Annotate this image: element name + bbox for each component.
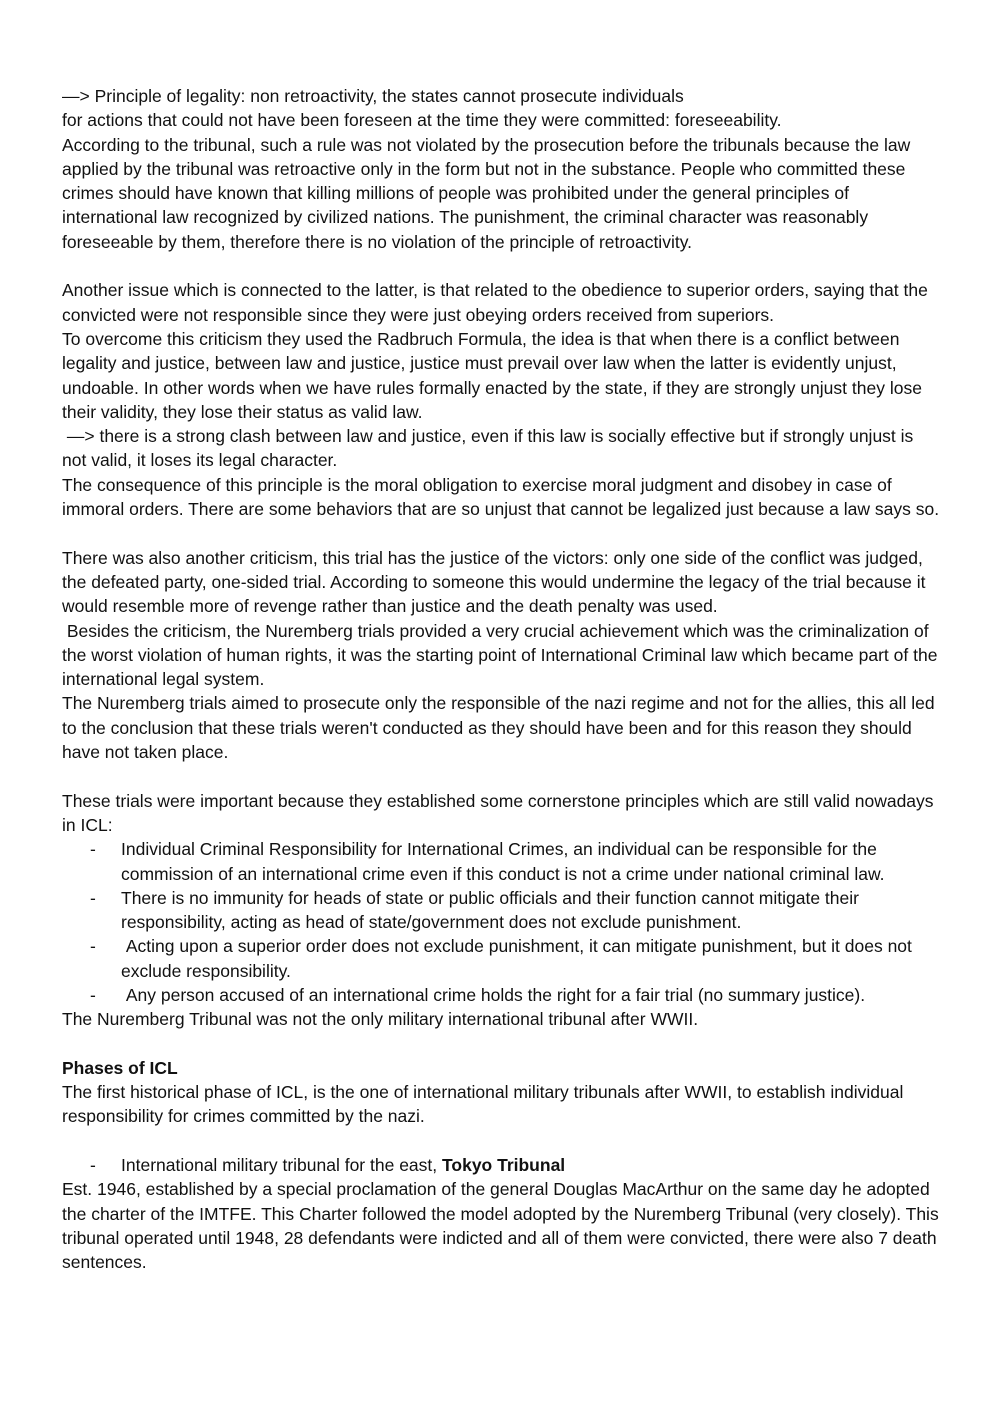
list-dash: - [90,984,96,1005]
spacer [62,521,942,545]
section-heading-phases: Phases of ICL [62,1057,178,1078]
paragraph-legality-tribunal: According to the tribunal, such a rule was not violated by the prosecution before the tribunals because the law applied by the tribunal was retroactive only in the form but not in the substance. People who committed these crimes should have known that killing millions of people was prohibited under the general principles of international law recognized by civilized nations. The punishment, the criminal character was reasonably foreseeable by them, therefore there is no violation of the principle of retroactivity. [62,134,911,252]
paragraph-superior-orders: Another issue which is connected to the latter, is that related to the obedience to superior orders, saying that the convicted were not responsible since they were just obeying orders received from superiors. [62,280,928,325]
list-dash: - [90,1155,96,1176]
paragraph-legality-line-2: for actions that could not have been foreseen at the time they were committed: foreseeability. [62,110,782,131]
tribunals-list [62,1153,942,1177]
paragraph-criminalization: Besides the criticism, the Nuremberg trials provided a very crucial achievement which was the criminalization of the worst violation of human rights, it was the starting point of International Criminal law which became part of the international legal system. [62,620,943,690]
paragraph-tokyo-tribunal: Est. 1946, established by a special proclamation of the general Douglas MacArthur on the same day he adopted the charter of the IMTFE. This Charter followed the model adopted by the Nuremberg Tribunal (very closely). This tribunal operated until 1948, 28 defendants were indicted and all of them were convicted, there were also 7 death sentences. [62,1179,939,1273]
spacer [62,254,942,278]
list-item [62,934,942,983]
tokyo-tribunal-label: Tokyo Tribunal [442,1155,566,1176]
list-item-text: Any person accused of an international crime holds the right for a fair trial (no summary justice). [121,984,866,1005]
document-body [62,84,942,1275]
list-dash: - [90,839,96,860]
list-item [62,983,942,1007]
paragraph-moral-obligation: The consequence of this principle is the moral obligation to exercise moral judgment and disobey in case of immoral orders. There are some behaviors that are so unjust that cannot be legalized just because a law says so. [62,474,940,520]
list-dash: - [90,887,96,908]
list-dash: - [90,936,96,957]
list-item [62,886,942,935]
list-item-text: Acting upon a superior order does not exclude punishment, it can mitigate punishment, but it does not exclude responsibility. [121,936,917,981]
paragraph-first-phase: The first historical phase of ICL, is the one of international military tribunals after WWII, to establish individual responsibility for crimes committed by the nazi. [62,1082,904,1127]
paragraph-cornerstone-principles: These trials were important because they established some cornerstone principles which are still valid nowadays in ICL: [62,790,934,835]
tribunal-item-text: International military tribunal for the east, [121,1155,442,1176]
paragraph-not-only-tribunal: The Nuremberg Tribunal was not the only military international tribunal after WWII. [62,1009,699,1030]
paragraph-legality-line-1: —> Principle of legality: non retroactivity, the states cannot prosecute individuals [62,86,684,106]
list-item [62,1153,942,1177]
paragraph-nazi-regime: The Nuremberg trials aimed to prosecute only the responsible of the nazi regime and not for the allies, this all led to the conclusion that these trials weren't conducted as they should have been and for this reason they should have not taken place. [62,693,935,763]
paragraph-law-justice-clash: —> there is a strong clash between law and justice, even if this law is socially effective but if strongly unjust is not valid, it loses its legal character. [62,426,919,471]
spacer [62,764,942,788]
spacer [62,1129,942,1153]
list-item [62,837,942,886]
list-item-text: There is no immunity for heads of state or public officials and their function cannot mitigate their responsibility, acting as head of state/government does not exclude punishment. [121,887,859,933]
list-item-text: Individual Criminal Responsibility for International Crimes, an individual can be responsible for the commission of an international crime even if this conduct is not a crime under national criminal law. [121,839,885,884]
principles-list [62,837,942,1007]
spacer [62,1032,942,1056]
paragraph-victors-justice: There was also another criticism, this trial has the justice of the victors: only one side of the conflict was judged, the defeated party, one-sided trial. According to someone this would undermine the legacy of the trial because it would resemble more of revenge rather than justice and the death penalty was used. [62,547,926,617]
paragraph-radbruch-formula: To overcome this criticism they used the Radbruch Formula, the idea is that when there is a conflict between legality and justice, between law and justice, justice must prevail over law when the latter is evidently unjust, undoable. In other words when we have rules formally enacted by the state, if they are strongly unjust they lose their validity, they lose their status as valid law. [62,328,922,422]
